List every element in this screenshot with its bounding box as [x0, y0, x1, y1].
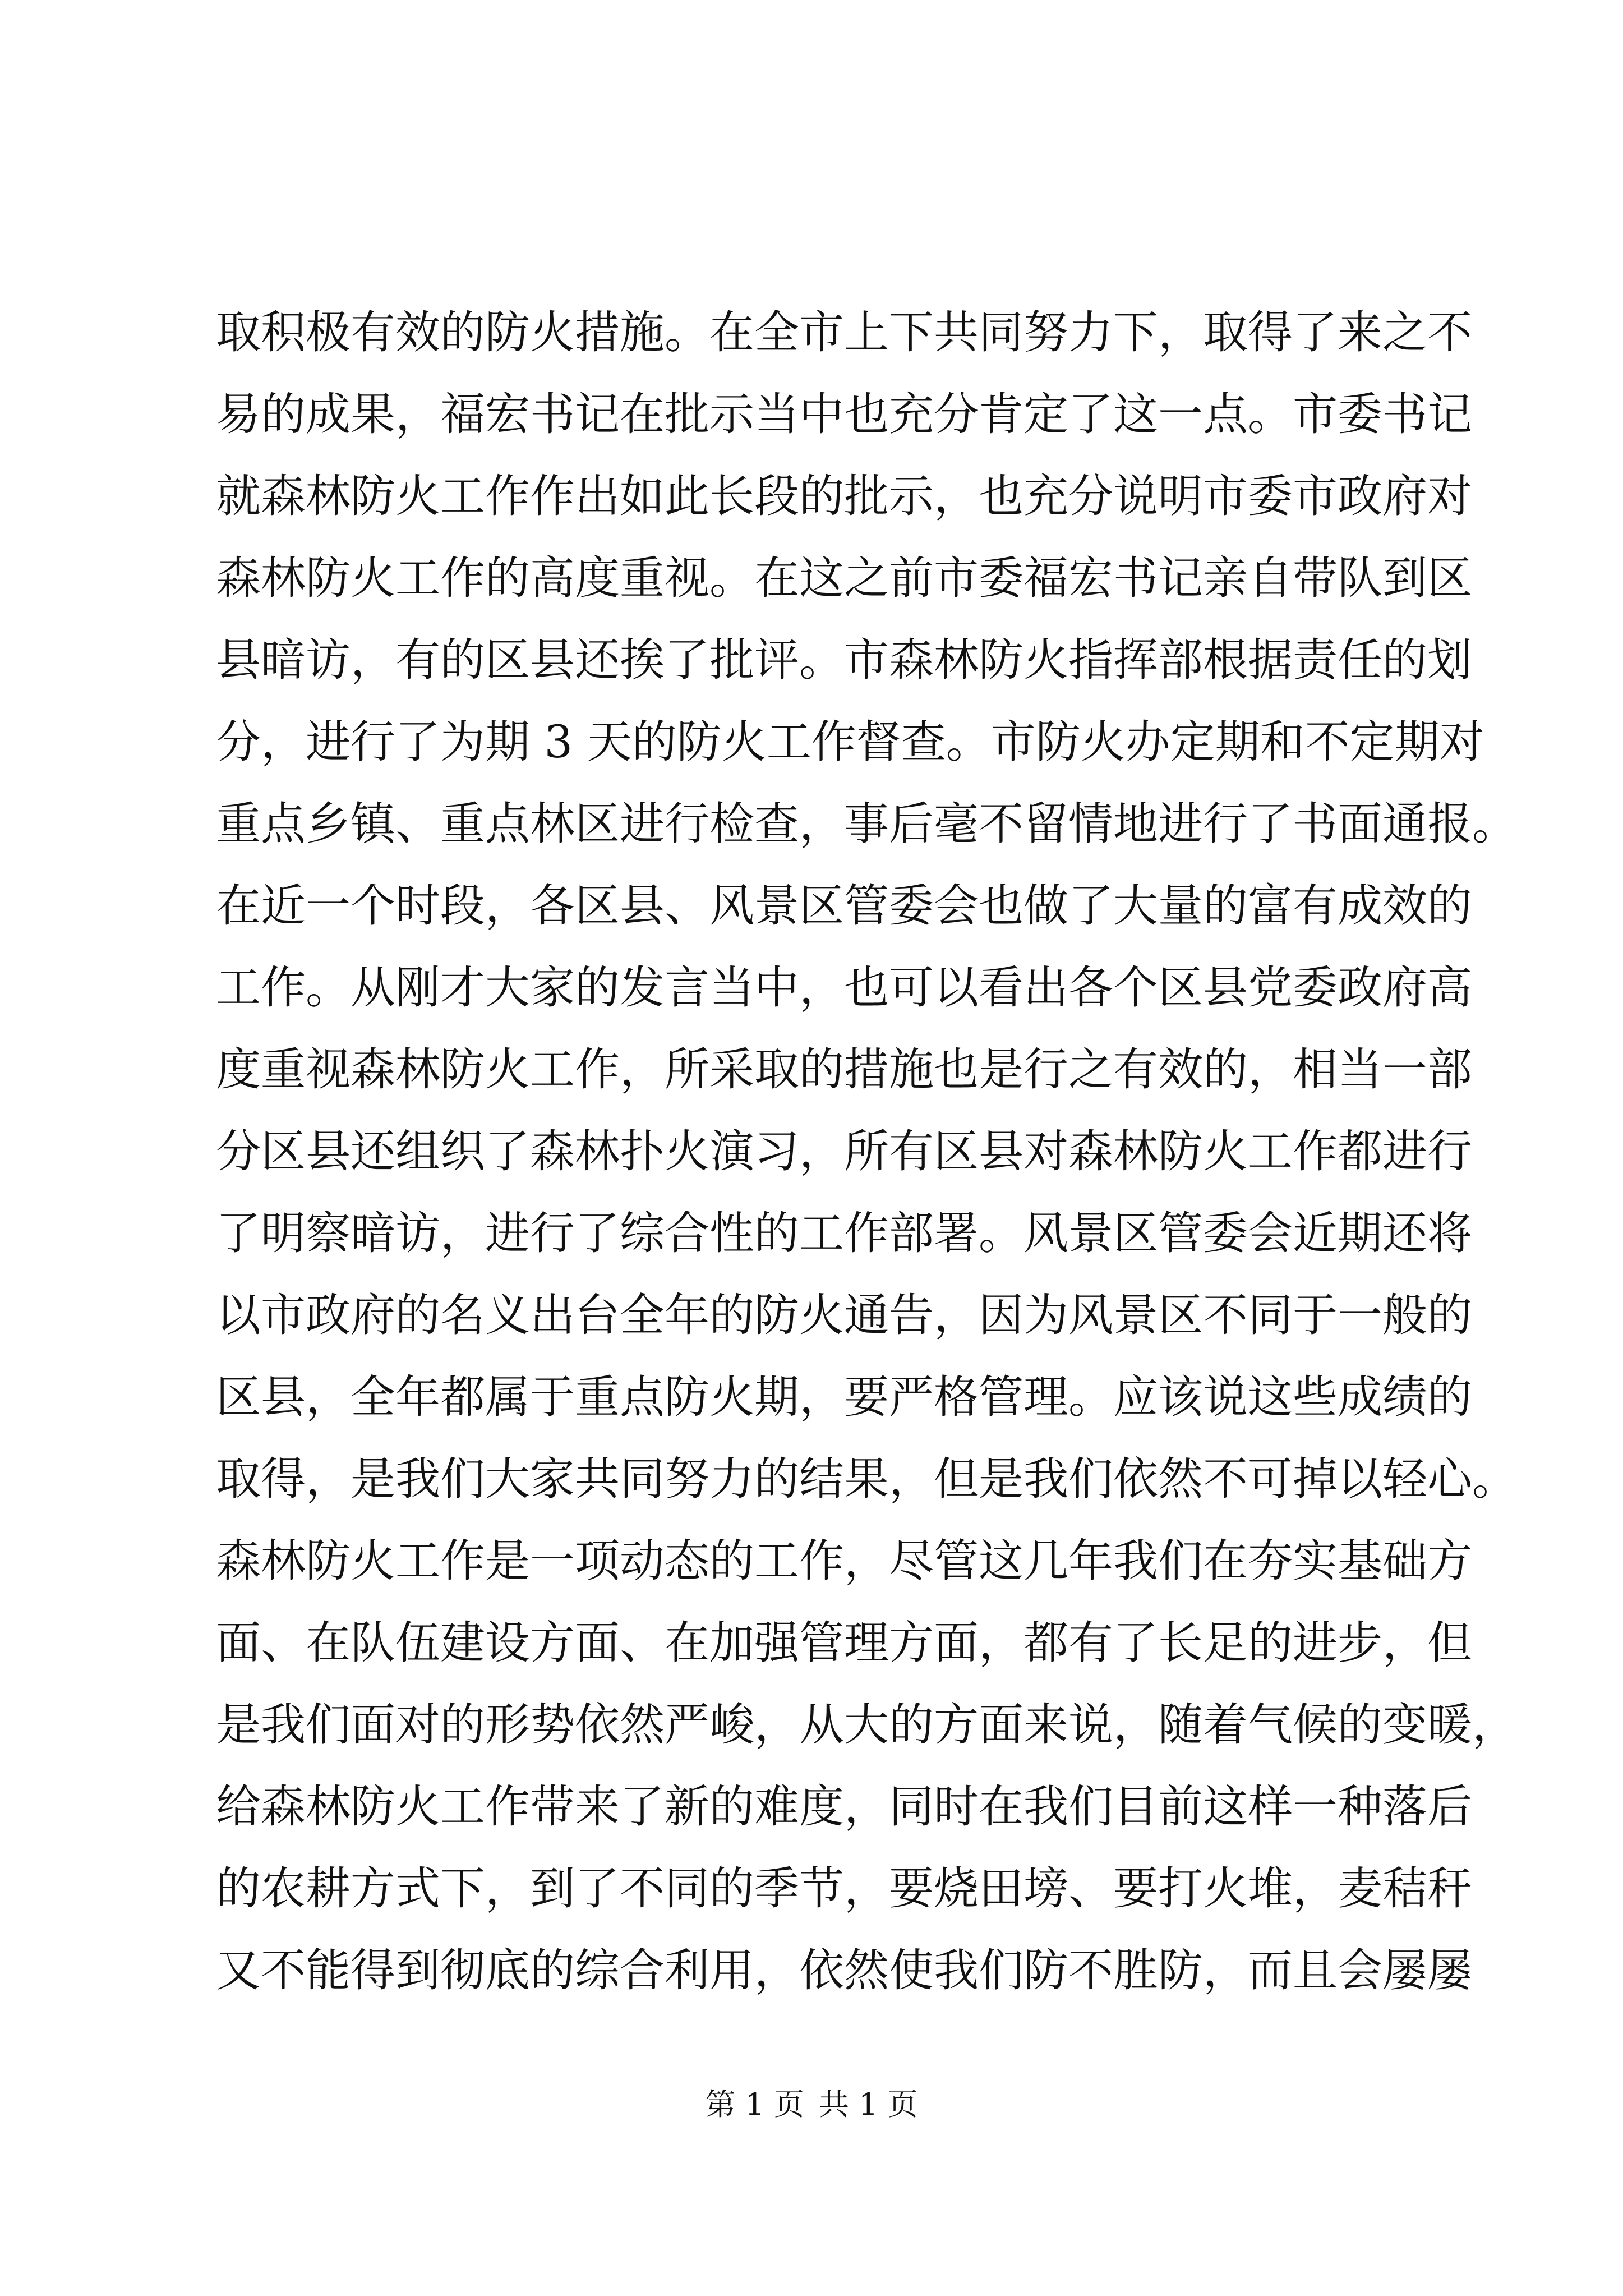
page-number: 第 1 页	[705, 2087, 804, 2122]
text-line: 取积极有效的防火措施。在全市上下共同努力下，取得了来之不	[216, 306, 1472, 358]
text-line: 分，进行了为期 3 天的防火工作督查。市防火办定期和不定期对	[216, 716, 1484, 768]
text-line: 森林防火工作是一项动态的工作，尽管这几年我们在夯实基础方	[216, 1535, 1472, 1587]
text-line: 重点乡镇、重点林区进行检查，事后毫不留情地进行了书面通报。	[216, 798, 1517, 850]
text-line: 了明察暗访，进行了综合性的工作部署。风景区管委会近期还将	[216, 1207, 1472, 1259]
text-line: 取得，是我们大家共同努力的结果，但是我们依然不可掉以轻心。	[216, 1453, 1517, 1505]
text-line: 易的成果，福宏书记在批示当中也充分肯定了这一点。市委书记	[216, 388, 1472, 440]
text-line: 的农耕方式下，到了不同的季节，要烧田塝、要打火堆，麦秸秆	[216, 1862, 1472, 1915]
text-line: 面、在队伍建设方面、在加强管理方面，都有了长足的进步，但	[216, 1617, 1472, 1669]
text-line: 在近一个时段，各区县、风景区管委会也做了大量的富有成效的	[216, 880, 1472, 932]
text-line: 区县，全年都属于重点防火期，要严格管理。应该说这些成绩的	[216, 1371, 1472, 1423]
text-line: 度重视森林防火工作，所采取的措施也是行之有效的，相当一部	[216, 1043, 1472, 1096]
text-line: 是我们面对的形势依然严峻，从大的方面来说，随着气候的变暖，	[216, 1699, 1517, 1751]
total-pages: 共 1 页	[819, 2087, 918, 2122]
text-line: 以市政府的名义出台全年的防火通告，因为风景区不同于一般的	[216, 1289, 1472, 1341]
text-line: 工作。从刚才大家的发言当中，也可以看出各个区县党委政府高	[216, 961, 1472, 1014]
text-line: 给森林防火工作带来了新的难度，同时在我们目前这样一种落后	[216, 1780, 1472, 1833]
text-line: 县暗访，有的区县还挨了批评。市森林防火指挥部根据责任的划	[216, 634, 1472, 686]
text-line: 又不能得到彻底的综合利用，依然使我们防不胜防，而且会屡屡	[216, 1944, 1472, 1996]
page-footer	[0, 2082, 1623, 2127]
body-text	[216, 292, 1517, 2012]
text-line: 森林防火工作的高度重视。在这之前市委福宏书记亲自带队到区	[216, 552, 1472, 604]
text-line: 分区县还组织了森林扑火演习，所有区县对森林防火工作都进行	[216, 1125, 1472, 1177]
text-line: 就森林防火工作作出如此长段的批示，也充分说明市委市政府对	[216, 470, 1472, 522]
